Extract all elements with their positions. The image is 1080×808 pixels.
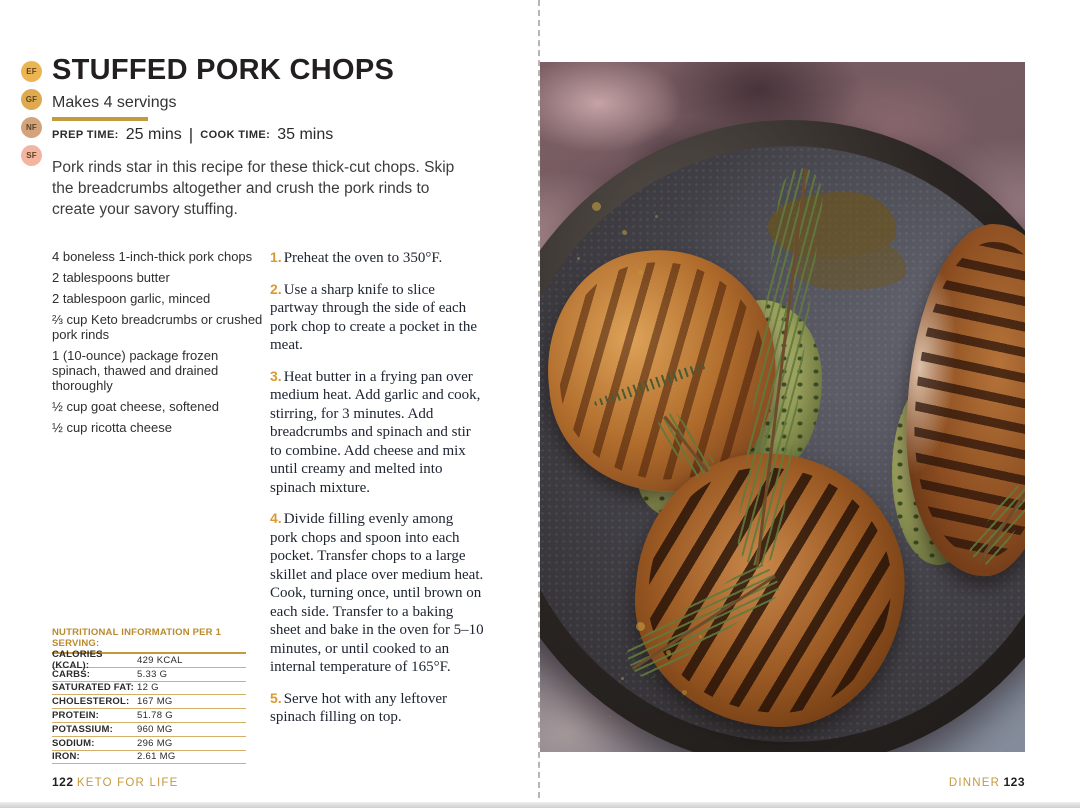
nutrition-row-label: SODIUM:	[52, 737, 95, 749]
diet-badge-label: GF	[25, 95, 38, 104]
ingredient-item: 4 boneless 1-inch-thick pork chops	[52, 249, 253, 264]
step-number: 1.	[270, 249, 282, 265]
cook-time-value: 35 mins	[277, 126, 334, 143]
gold-divider-rule	[52, 117, 148, 121]
nutrition-row-value: 5.33 G	[137, 668, 168, 680]
recipe-intro: Pork rinds star in this recipe for these thick-cut chops. Skip the breadcrumbs altogether and crush the pork rinds to create your savory stuffing.	[52, 159, 455, 218]
ingredient-item: 1 (10-ounce) package frozen spinach, thawed and drained thoroughly	[52, 348, 219, 393]
step-text: Preheat the oven to 350°F.	[283, 250, 443, 266]
nutrition-row	[52, 668, 246, 682]
nutrition-row-label: IRON:	[52, 751, 80, 763]
diet-badge-label: NF	[25, 123, 38, 132]
ingredient-item: ½ cup goat cheese, softened	[52, 399, 219, 414]
nutrition-row-value: 960 MG	[137, 723, 173, 735]
step-text: Divide filling evenly among pork chops and spoon into each pocket. Transfer chops to a large skillet and place over medium heat. Cook, turning once, until brown on each side. Transfer to a baking sheet and bake in the oven for 5–10 minutes, or until cooked to an internal temperature of 165°F.	[270, 511, 484, 675]
nutrition-row-label: SATURATED FAT:	[52, 682, 134, 694]
instruction-step	[270, 248, 484, 268]
left-page-number: 122	[52, 775, 74, 789]
viewer-bottom-edge	[0, 802, 1080, 808]
nutrition-row-value: 51.78 G	[137, 710, 173, 722]
left-page-footer	[52, 775, 179, 789]
diet-badge-column	[21, 61, 42, 173]
ingredient-item: 2 tablespoon garlic, minced	[52, 291, 211, 306]
diet-badge	[21, 145, 42, 166]
prep-time-value: 25 mins	[125, 126, 182, 143]
instruction-step	[270, 367, 484, 498]
nutrition-table	[52, 627, 246, 764]
left-running-title: KETO FOR LIFE	[76, 777, 179, 789]
recipe-photo	[540, 62, 1025, 752]
diet-badge-label: SF	[26, 151, 37, 160]
nutrition-row-label: CARBS:	[52, 668, 91, 680]
instruction-steps	[270, 248, 484, 739]
cook-time-label: COOK TIME:	[200, 129, 271, 141]
nutrition-header: NUTRITIONAL INFORMATION PER 1 SERVING:	[52, 627, 246, 654]
oil-droplets	[636, 622, 645, 631]
diet-badge	[21, 117, 42, 138]
instruction-step	[270, 689, 484, 727]
nutrition-row-value: 2.61 MG	[137, 751, 176, 763]
step-number: 3.	[270, 367, 282, 384]
ingredient-item: 2 tablespoons butter	[52, 270, 170, 285]
diet-badge-label: EF	[26, 67, 37, 76]
recipe-title: STUFFED PORK CHOPS	[52, 54, 395, 86]
diet-badge	[21, 61, 42, 82]
servings-line: Makes 4 servings	[52, 94, 177, 111]
ingredient-item: ⅔ cup Keto breadcrumbs or crushed pork rinds	[52, 312, 263, 342]
step-number: 4.	[270, 510, 282, 526]
instruction-step	[270, 280, 484, 355]
right-page-number: 123	[1003, 775, 1025, 789]
nutrition-row-value: 429 KCAL	[137, 654, 183, 666]
step-text: Heat butter in a frying pan over medium heat. Add garlic and cook, stirring, for 3 minutes. Add breadcrumbs and spinach and stir to combine. Add cheese and mix until creamy and melted into spinach mixture.	[270, 368, 481, 496]
step-text: Use a sharp knife to slice partway through the side of each pork chop to create a pocket in the meat.	[270, 281, 477, 353]
nutrition-row	[52, 649, 246, 672]
instruction-step	[270, 509, 484, 677]
oil-droplets	[592, 202, 601, 211]
nutrition-row	[52, 682, 246, 696]
right-running-title: DINNER	[948, 777, 1001, 789]
nutrition-row-label: CHOLESTEROL:	[52, 696, 130, 708]
nutrition-row	[52, 737, 246, 751]
step-text: Serve hot with any leftover spinach filling on top.	[270, 690, 447, 725]
diet-badge	[21, 89, 42, 110]
nutrition-row	[52, 709, 246, 723]
nutrition-row-value: 296 MG	[137, 737, 173, 749]
ingredient-item: ½ cup ricotta cheese	[52, 420, 172, 435]
ingredient-list	[52, 249, 266, 441]
nutrition-row	[52, 723, 246, 737]
prep-time-label: PREP TIME:	[52, 129, 119, 141]
nutrition-row-label: PROTEIN:	[52, 710, 99, 722]
right-page-footer	[949, 775, 1025, 789]
nutrition-row-label: POTASSIUM:	[52, 723, 113, 735]
nutrition-row-label: CALORIES (KCAL):	[52, 649, 103, 672]
step-number: 2.	[270, 280, 282, 297]
time-separator: |	[188, 125, 194, 144]
time-line	[52, 125, 333, 145]
nutrition-row	[52, 695, 246, 709]
nutrition-rows	[52, 649, 246, 764]
nutrition-row	[52, 751, 246, 765]
nutrition-row-value: 167 MG	[137, 696, 173, 708]
nutrition-row-value: 12 G	[137, 682, 159, 694]
step-number: 5.	[270, 689, 282, 706]
